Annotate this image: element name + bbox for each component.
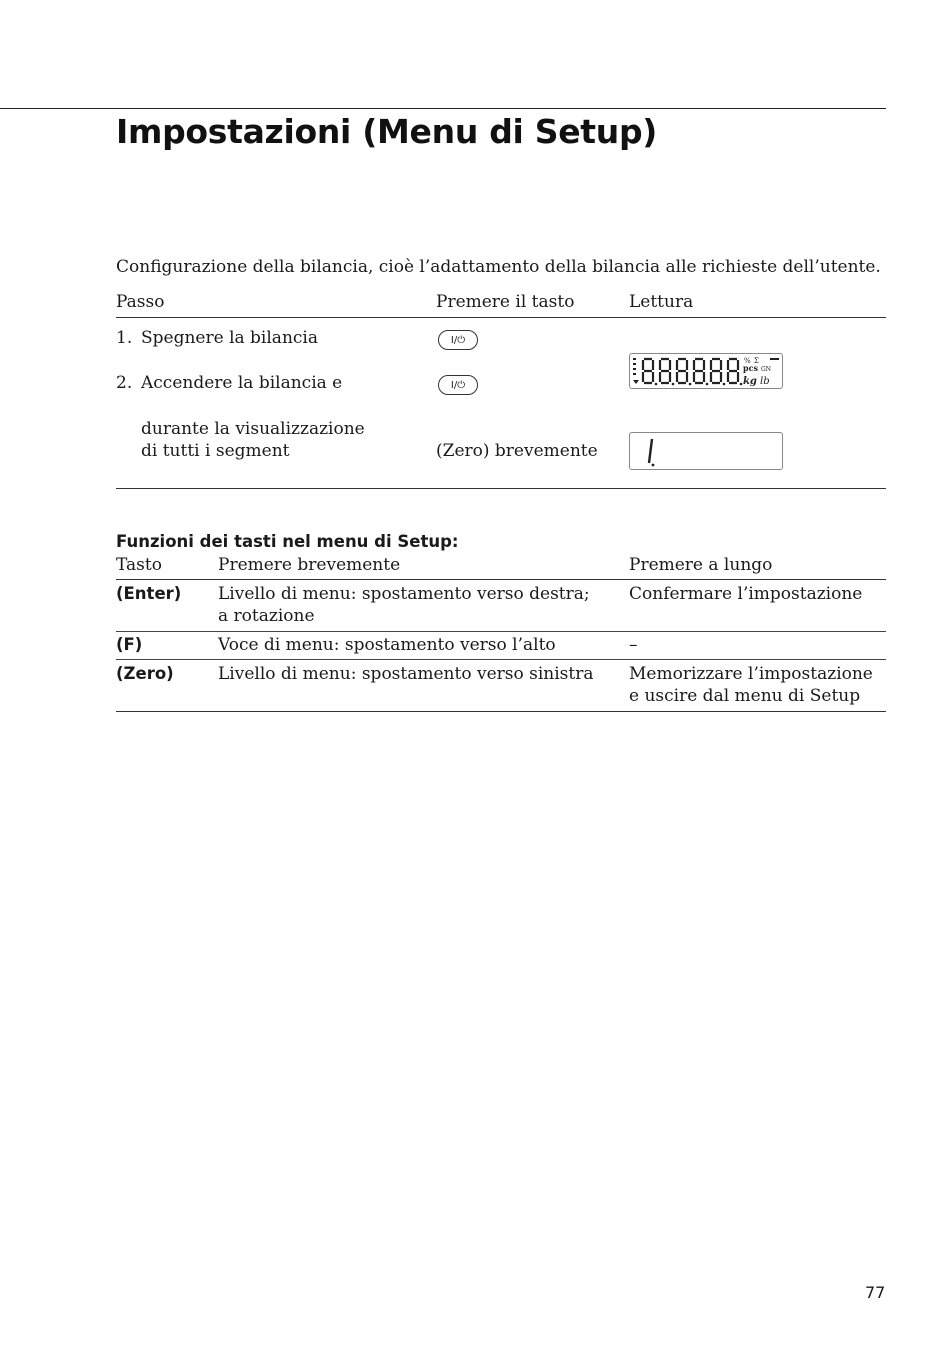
lcd-lb-symbol: lb — [760, 376, 770, 387]
zero-long-line2: e uscire dal menu di Setup — [629, 686, 861, 706]
functions-row-rule — [116, 659, 886, 660]
enter-long-line1: Confermare l’impostazione — [629, 584, 863, 604]
header-lettura: Lettura — [629, 292, 694, 312]
steps-header-rule — [116, 317, 886, 318]
functions-header-rule — [116, 579, 886, 580]
header-premere-a-lungo: Premere a lungo — [629, 555, 773, 575]
step2-number: 2. — [116, 373, 133, 393]
intro-text: Configurazione della bilancia, cioè l’adattamento della bilancia alle richieste dell’utente. — [116, 257, 881, 277]
key-enter-label: (Enter) — [116, 584, 182, 603]
header-rule — [0, 108, 886, 109]
functions-heading: Funzioni dei tasti nel menu di Setup: — [116, 532, 459, 551]
functions-row-rule — [116, 631, 886, 632]
lcd-pcs-symbol: pcs — [743, 363, 758, 373]
step3-text-line1: durante la visualizzazione — [141, 419, 365, 439]
lcd-sigma-symbol: Σ — [754, 357, 759, 365]
step2-text: Accendere la bilancia e — [141, 373, 343, 393]
step1-number: 1. — [116, 328, 133, 348]
enter-short-line1: Livello di menu: spostamento verso destra; — [218, 584, 590, 604]
header-tasto: Tasto — [116, 555, 162, 575]
header-passo: Passo — [116, 292, 165, 312]
lcd-setup-display — [629, 432, 783, 470]
page-number: 77 — [865, 1283, 886, 1302]
functions-bottom-rule — [116, 711, 886, 712]
lcd-gn-symbol: GN — [761, 366, 772, 373]
header-premere-tasto: Premere il tasto — [436, 292, 575, 312]
f-short-line1: Voce di menu: spostamento verso l’alto — [218, 635, 556, 655]
power-key-icon: I/⏻ — [438, 375, 478, 395]
step3-key-text: (Zero) brevemente — [436, 441, 598, 461]
step1-text: Spegnere la bilancia — [141, 328, 318, 348]
header-premere-brevemente: Premere brevemente — [218, 555, 401, 575]
zero-long-line1: Memorizzare l’impostazione — [629, 664, 873, 684]
enter-short-line2: a rotazione — [218, 606, 315, 626]
steps-bottom-rule — [116, 488, 886, 489]
lcd-percent-symbol: % — [744, 357, 751, 365]
power-key-icon: I/⏻ — [438, 330, 478, 350]
key-zero-label: (Zero) — [116, 664, 174, 683]
key-f-label: (F) — [116, 635, 143, 654]
f-long-line1: – — [629, 635, 638, 655]
step3-text-line2: di tutti i segment — [141, 441, 290, 461]
page-title: Impostazioni (Menu di Setup) — [116, 112, 658, 151]
zero-short-line1: Livello di menu: spostamento verso sinistra — [218, 664, 594, 684]
lcd-all-segments-display — [629, 353, 783, 389]
lcd-kg-symbol: kg — [743, 376, 757, 387]
